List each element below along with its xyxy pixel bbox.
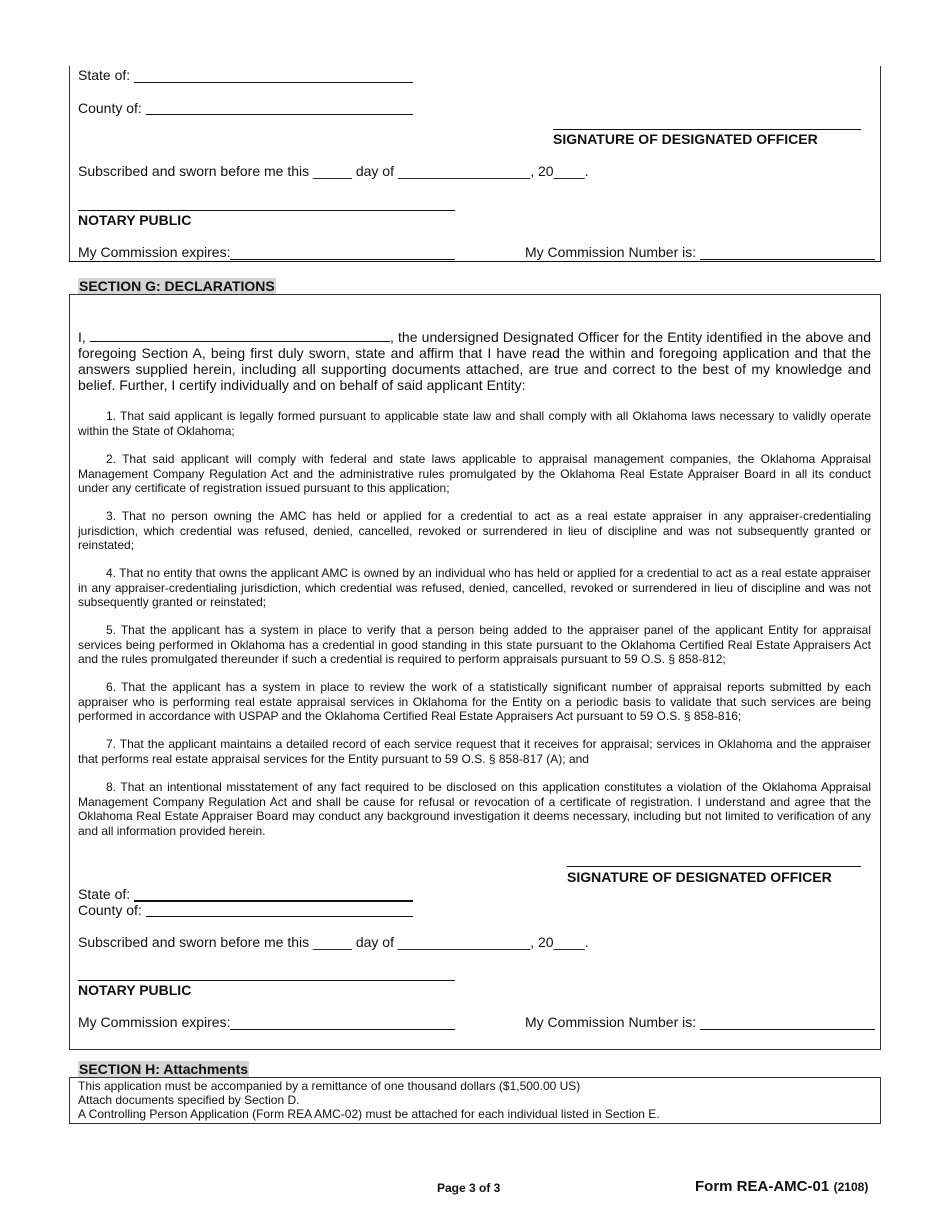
top-box-right-border — [880, 66, 881, 262]
declaration-item-5: 5. That the applicant has a system in place to verify that a person being added to the appraiser panel of the applicant Entity for appraisal services being performed in Oklahoma has a credential in good standing in this state pursuant to the Oklahoma Certified Real Estate Appraisers Act and the rules promulgated thereunder if such a credential is required to perform appraisals pursuant to 59 O.S. § 858-812; — [78, 623, 871, 666]
form-identifier — [695, 1178, 868, 1196]
declaration-item-1: 1. That said applicant is legally formed pursuant to applicable state law and shall comply with all Oklahoma laws necessary to validly operate within the State of Oklahoma; — [78, 409, 871, 438]
county-field-g[interactable] — [146, 916, 413, 917]
page-number: Page 3 of 3 — [437, 1181, 501, 1195]
notary-label: NOTARY PUBLIC — [78, 212, 192, 228]
sworn-text-g: Subscribed and sworn before me this _____ day of _________________, 20____. — [78, 934, 589, 950]
declaration-item-4: 4. That no entity that owns the applicant AMC is owned by an individual who has held or applied for a credential to act as a real estate appraiser in any appraiser-credentialing jurisdiction, which credential was refused, denied, cancelled, revoked or surrendered in lieu of discipline and was not subsequently granted or reinstated; — [78, 566, 871, 609]
commission-expires-field[interactable] — [230, 259, 455, 260]
form-code: (2108) — [833, 1180, 869, 1194]
county-field[interactable] — [146, 114, 413, 115]
attachment-line-1: This application must be accompanied by a remittance of one thousand dollars ($1,500.00 US) — [78, 1079, 581, 1093]
county-label: County of: — [78, 100, 142, 116]
state-label-g: State of: — [78, 886, 131, 902]
commission-number-label: My Commission Number is: — [525, 244, 697, 260]
signature-label-g: SIGNATURE OF DESIGNATED OFFICER — [567, 869, 832, 885]
notary-signature-line-g[interactable] — [78, 980, 455, 981]
signature-line[interactable] — [553, 129, 861, 130]
state-field-g[interactable] — [134, 900, 413, 902]
intro-lead: I, — [78, 329, 86, 345]
section-h-heading — [78, 1061, 249, 1077]
top-box-left-border — [69, 66, 70, 262]
declaration-item-8: 8. That an intentional misstatement of any fact required to be disclosed on this application constitutes a violation of the Oklahoma Appraisal Management Company Regulation Act and shall be cause for refusal or revocation of a certificate of registration. I understand and agree that the Oklahoma Real Estate Appraiser Board may conduct any background investigation it deems necessary, including but not limited to verification of any and all information provided herein. — [78, 780, 871, 838]
commission-number-field[interactable] — [700, 259, 875, 260]
section-g-heading — [78, 278, 276, 294]
section-g-heading-text: SECTION G: DECLARATIONS — [79, 278, 275, 294]
top-box-bottom-border — [69, 261, 881, 262]
signature-label: SIGNATURE OF DESIGNATED OFFICER — [553, 131, 818, 147]
section-h-heading-text: SECTION H: Attachments — [79, 1061, 249, 1077]
attachment-line-3: A Controlling Person Application (Form REA AMC-02) must be attached for each individual listed in Section E. — [78, 1107, 660, 1121]
county-label-g: County of: — [78, 902, 142, 918]
commission-expires-label: My Commission expires: — [78, 244, 231, 260]
state-label: State of: — [78, 67, 131, 83]
declaration-intro — [78, 329, 871, 393]
commission-number-label-g: My Commission Number is: — [525, 1014, 697, 1030]
commission-number-field-g[interactable] — [700, 1029, 875, 1030]
commission-expires-field-g[interactable] — [230, 1029, 455, 1030]
officer-name-field[interactable] — [90, 330, 390, 342]
notary-label-g: NOTARY PUBLIC — [78, 982, 192, 998]
declaration-item-6: 6. That the applicant has a system in place to review the work of a statistically significant number of appraisal reports submitted by each appraiser who is performing real estate appraisal services in Oklahoma for the Entity on a periodic basis to validate that such services are being performed in accordance with USPAP and the Oklahoma Certified Real Estate Appraisers Act pursuant to 59 O.S. § 858-816; — [78, 680, 871, 723]
attachment-line-2: Attach documents specified by Section D. — [78, 1093, 300, 1107]
signature-line-g[interactable] — [567, 866, 861, 867]
commission-expires-label-g: My Commission expires: — [78, 1014, 231, 1030]
declaration-item-3: 3. That no person owning the AMC has held or applied for a credential to act as a real estate appraiser in any appraiser-credentialing jurisdiction, which credential was refused, denied, cancelled, revoked or surrendered in lieu of discipline and was not subsequently granted or reinstated; — [78, 509, 871, 552]
notary-signature-line[interactable] — [78, 210, 455, 211]
sworn-text: Subscribed and sworn before me this _____ day of _________________, 20____. — [78, 163, 589, 179]
intro-text: , the undersigned Designated Officer for the Entity identified in the above and foregoing Section A, being first duly sworn, state and affirm that I have read the within and foregoing application and that the answers supplied herein, including all supporting documents attached, are true and correct to the best of my knowledge and belief. Further, I certify individually and on behalf of said applicant Entity: — [78, 329, 872, 393]
declaration-item-7: 7. That the applicant maintains a detailed record of each service request that it receives for appraisal; services in Oklahoma and the appraiser that performs real estate appraisal services for the Entity pursuant to 59 O.S. § 858-817 (A); and — [78, 737, 871, 766]
form-id: Form REA-AMC-01 — [695, 1178, 830, 1195]
declaration-item-2: 2. That said applicant will comply with federal and state laws applicable to appraisal management companies, the Oklahoma Appraisal Management Company Regulation Act and the administrative rules promulgated by the Oklahoma Real Estate Appraiser Board in all its conduct under any certificate of registration issued pursuant to this application; — [78, 452, 871, 495]
state-field[interactable] — [134, 82, 413, 83]
